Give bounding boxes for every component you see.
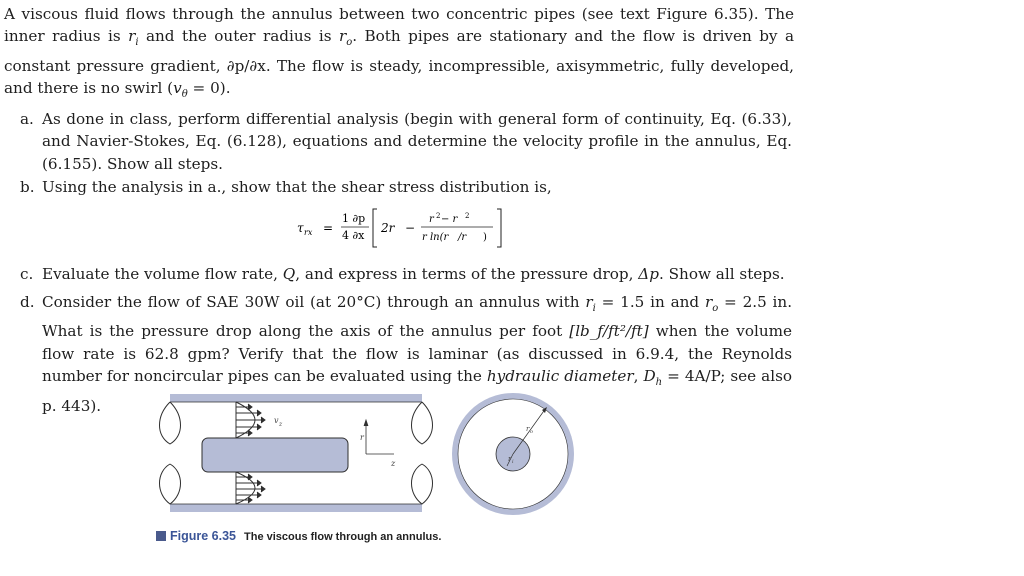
svg-text:o: o <box>530 429 534 435</box>
svg-text:τ: τ <box>297 221 304 235</box>
svg-text:1 ∂p: 1 ∂p <box>342 212 366 225</box>
svg-text:2: 2 <box>436 212 441 220</box>
pipe-break-right-bottom <box>412 464 433 504</box>
svg-text:2: 2 <box>465 212 470 220</box>
svg-text:): ) <box>483 232 487 243</box>
inner-pipe <box>202 438 348 472</box>
problem-intro: A viscous fluid flows through the annulus between two concentric pipes (see text Figure 6.35). The inner radius is $r_i$ and the outer radius is $r_o$. Both pipes are stationary and the flow is driven by a constant pressure gradient, ∂p/∂x. The flow is steady, incompressible, axisymmetric, fully developed, and there is no swirl $(v_\theta = 0)$. <box>4 5 794 101</box>
z-axis-label: z <box>391 459 396 468</box>
svg-text:/r: /r <box>458 232 467 243</box>
vz-label: v <box>274 416 279 425</box>
shear-stress-equation <box>295 205 515 251</box>
svg-text:z: z <box>279 421 283 428</box>
annulus-figure <box>150 386 590 526</box>
intro-text-2: and the outer radius is <box>138 27 339 46</box>
item-b-text: Using the analysis in a., show that the shear stress distribution is, <box>42 178 552 196</box>
r-axis-label: r <box>360 433 364 442</box>
caption-marker-icon <box>156 531 166 541</box>
pipe-break-left-top <box>160 402 181 444</box>
velocity-profile-top <box>236 402 265 438</box>
item-d-label: d. <box>20 293 35 311</box>
svg-text:=: = <box>323 221 334 235</box>
item-d-text: Consider the flow of SAE 30W oil (at 20°C) through an annulus with $r_i = 1.5$ in and $r_o = 2.5$ in. What is the pressure drop along the axis of the annulus per foot [lb_f/ft²/ft] when the volume flow rate is 62.8 gpm? Verify that the flow is laminar (as discussed in 6.9.4, the Reynolds number for noncircular pipes can be evaluated using the hydraulic diameter, $D_h = 4A/P$; see also p. 443). <box>42 293 793 415</box>
outer-pipe-top-wall <box>170 394 422 402</box>
svg-text:− r: − r <box>441 214 458 225</box>
item-a-label: a. <box>20 110 34 128</box>
item-c-text: Evaluate the volume flow rate, Q, and express in terms of the pressure drop, Δp. Show all steps. <box>42 265 785 283</box>
figure-caption <box>156 529 441 543</box>
svg-text:−: − <box>405 221 416 235</box>
pipe-break-right-top <box>412 402 433 444</box>
svg-text:2r: 2r <box>381 221 395 235</box>
item-c-label: c. <box>20 265 34 283</box>
ri-label: r <box>508 455 512 463</box>
item-b-label: b. <box>20 178 35 196</box>
item-a <box>20 108 792 175</box>
caption-text: The viscous flow through an annulus. <box>244 531 442 543</box>
intro-text-3: . Both pipes are stationary and the flow is driven by a constant pressure gradient, ∂p/∂x. The flow is steady, incompressible, axisymmetric, fully developed, and there is no swirl ( <box>4 27 794 98</box>
outer-pipe-bottom-wall <box>170 504 422 512</box>
caption-label: Figure 6.35 <box>170 529 236 543</box>
intro-text-1: A viscous fluid flows through the annulus between two concentric pipes (see text Figure 6.35). The inner radius is <box>4 5 794 46</box>
svg-text:r: r <box>429 214 434 225</box>
ro-label: r <box>526 425 530 433</box>
svg-text:r ln(r: r ln(r <box>422 232 449 243</box>
svg-text:rx: rx <box>304 228 313 237</box>
pipe-break-left-bottom <box>160 464 181 504</box>
item-b <box>20 176 792 198</box>
coordinate-axes <box>364 420 394 454</box>
item-a-text: As done in class, perform differential analysis (begin with general form of continuity, Eq. (6.33), and Navier-Stokes, Eq. (6.128), equations and determine the velocity profile in the annulus, Eq. (6.155). Show all steps. <box>42 110 792 173</box>
item-c <box>20 263 792 285</box>
svg-text:i: i <box>512 459 514 465</box>
svg-text:4 ∂x: 4 ∂x <box>342 229 365 242</box>
velocity-profile-bottom <box>236 472 265 504</box>
